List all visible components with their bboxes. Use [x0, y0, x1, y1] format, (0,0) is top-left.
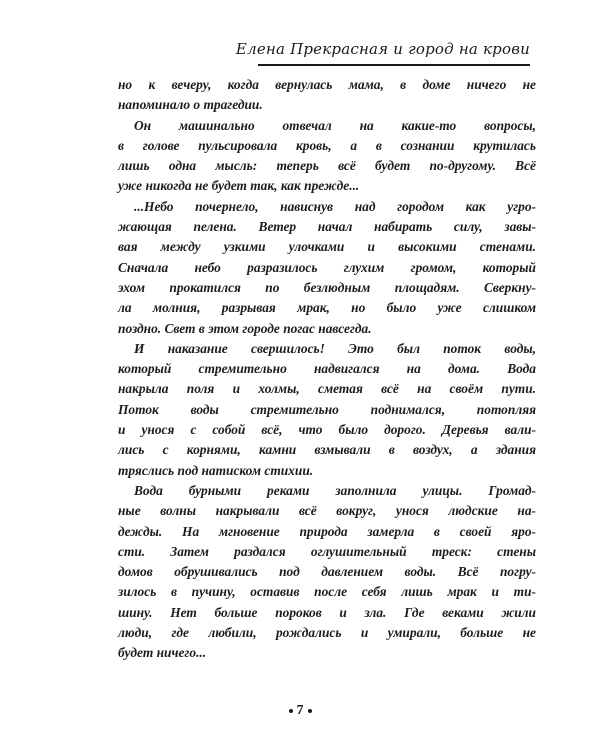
- text-line: Поток воды стремительно поднимался, потопляя: [118, 401, 536, 417]
- folio-dot-left: [289, 709, 293, 713]
- running-title: Елена Прекрасная и город на крови: [235, 40, 530, 58]
- text-line: зилось в пучину, оставив после себя лишь мрак и ти-: [118, 584, 536, 600]
- text-line: ла молния, разрывая мрак, но было уже слишком: [118, 300, 536, 316]
- body-text: [118, 75, 536, 664]
- text-line: Он машинально отвечал на какие-то вопросы,: [134, 117, 536, 133]
- text-line: но к вечеру, когда вернулась мама, в доме ничего не: [118, 77, 536, 92]
- text-line: в голове пульсировала кровь, а в сознании крутилась: [118, 137, 536, 153]
- text-line: дежды. На мгновение природа замерла в своей яро-: [118, 523, 536, 539]
- text-line: ...Небо почернело, нависнув над городом как угро-: [134, 198, 536, 214]
- text-line: уже никогда не будет так, как прежде...: [118, 178, 360, 194]
- text-line: напоминало о трагедии.: [118, 97, 263, 113]
- text-line: лишь одна мысль: теперь всё будет по-другому. Всё: [118, 158, 536, 174]
- text-line: Вода бурными реками заполнила улицы. Громад-: [134, 482, 536, 498]
- paragraph: [118, 116, 536, 197]
- text-line: люди, где любили, рождались и умирали, больше не: [118, 625, 536, 641]
- text-line: домов обрушивались под давлением воды. Всё погру-: [118, 564, 536, 580]
- page-number-footer: [0, 703, 600, 719]
- paragraph: [118, 75, 536, 116]
- text-line: жающая пелена. Ветер начал набирать силу, завы-: [118, 219, 536, 235]
- text-line: эхом прокатился по безлюдным площадям. Сверкну-: [118, 279, 536, 295]
- running-header: [235, 38, 530, 66]
- text-line: вая между узкими улочками и высокими стенами.: [118, 239, 536, 255]
- text-line: Сначала небо разразилось глухим громом, который: [118, 259, 536, 275]
- text-line: сти. Затем раздался оглушительный треск: стены: [118, 543, 536, 559]
- text-line: и унося с собой всё, что было дорого. Деревья вали-: [118, 422, 536, 438]
- text-line: накрыла поля и холмы, сметая всё на своём пути.: [118, 381, 536, 397]
- text-line: шину. Нет больше пороков и зла. Где веками жили: [118, 604, 536, 620]
- page-number: 7: [296, 703, 304, 718]
- text-line: поздно. Свет в этом городе погас навсегда.: [118, 320, 372, 336]
- text-line: И наказание свершилось! Это был поток воды,: [134, 340, 536, 356]
- text-line: лись с корнями, камни взмывали в воздух, а здания: [118, 442, 536, 458]
- text-line: который стремительно надвигался на дома. Вода: [118, 361, 536, 377]
- paragraph: [118, 197, 536, 339]
- paragraph: [118, 481, 536, 664]
- text-line: будет ничего...: [118, 645, 207, 661]
- text-line: ные волны накрывали всё вокруг, унося людские на-: [118, 503, 536, 519]
- folio-dot-right: [308, 709, 312, 713]
- text-line: тряслись под натиском стихии.: [118, 462, 314, 478]
- paragraph: [118, 339, 536, 481]
